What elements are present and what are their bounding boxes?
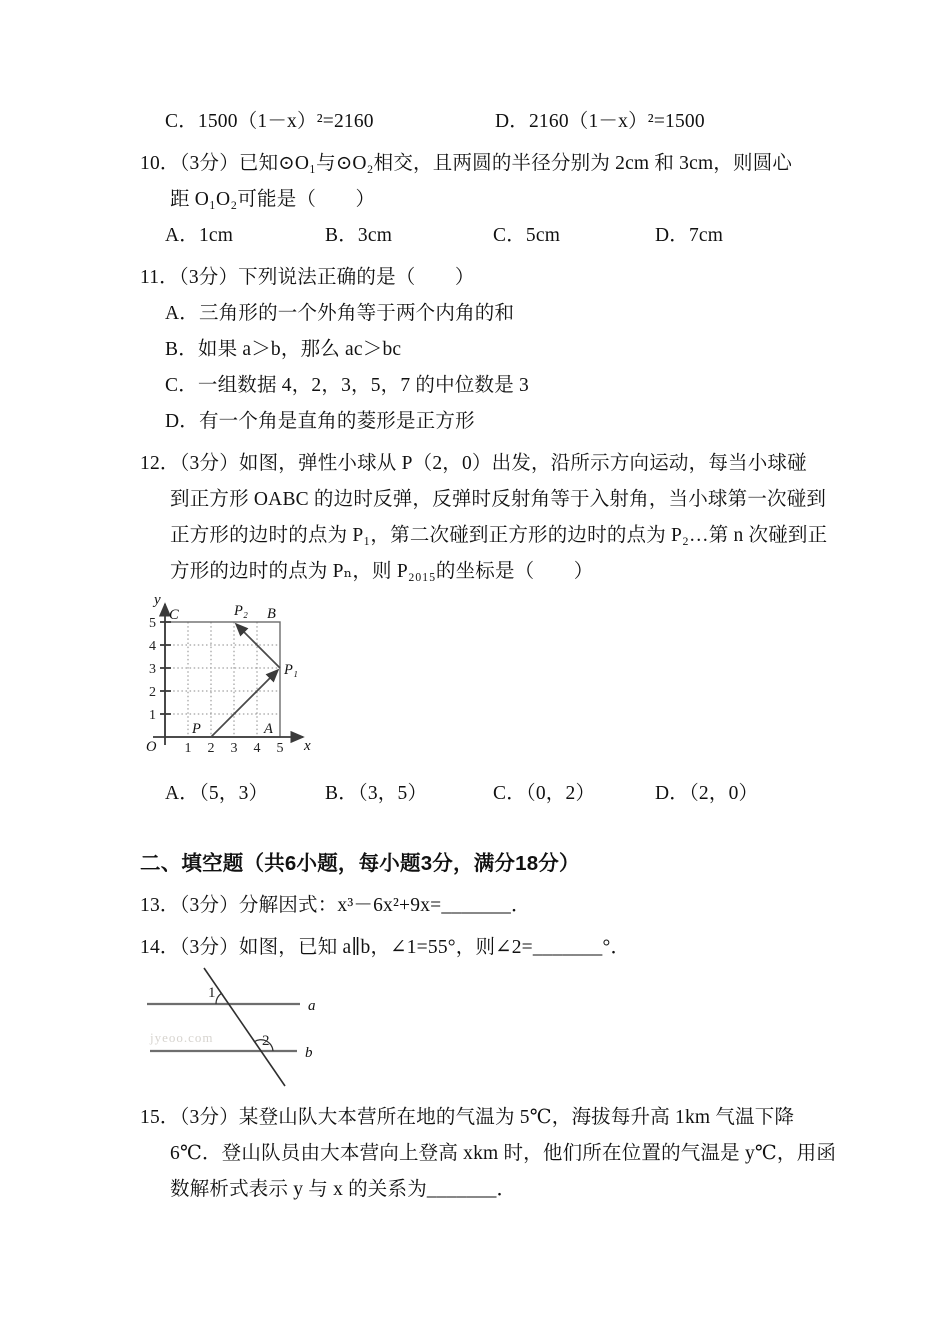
transversal-line [204, 968, 285, 1086]
question-9-options-row [140, 104, 820, 140]
x-tick: 2 [207, 741, 215, 756]
square-OABC [165, 622, 280, 737]
y-tick-labels [149, 616, 156, 723]
option-d: D．有一个角是直角的菱形是正方形 [165, 411, 475, 432]
question-line: 11．（3分）下列说法正确的是（ ） [140, 267, 475, 288]
y-tick: 3 [149, 662, 156, 677]
point-P2-label: P₂ [234, 603, 248, 619]
angle-1-arc [216, 993, 222, 1004]
y-tick: 2 [149, 685, 156, 700]
question-line: 方形的边时的点为 Pₙ，则 P₂₀₁₅的坐标是（ ） [170, 561, 594, 582]
vertex-B-label: B [267, 606, 276, 622]
question-15 [140, 1100, 837, 1208]
question-line: 12．（3分）如图，弹性小球从 P（2，0）出发，沿所示方向运动，每当小球碰 [140, 453, 807, 474]
vertex-C-label: C [169, 607, 179, 623]
line-b-label: b [305, 1045, 313, 1061]
x-tick: 4 [253, 741, 261, 756]
option-b: B．（3，5） [325, 783, 428, 804]
question-line: 15．（3分）某登山队大本营所在地的气温为 5℃，海拔每升高 1km 气温下降 [140, 1107, 795, 1128]
option-a: A．1cm [165, 225, 234, 246]
coordinate-grid-figure [140, 592, 325, 764]
option-a: A．三角形的一个外角等于两个内角的和 [165, 303, 515, 324]
question-10-options-row [140, 218, 820, 254]
angle-2-label: 2 [262, 1033, 270, 1049]
option-a: A．（5，3） [165, 783, 269, 804]
option-d: D．7cm [655, 225, 724, 246]
x-tick: 5 [276, 741, 284, 756]
angle-1-label: 1 [208, 985, 216, 1001]
question-line: 距 O₁O₂可能是（ ） [170, 189, 376, 210]
y-tick: 1 [149, 708, 156, 723]
figure-q14-parallel-lines [142, 966, 820, 1094]
line-a-label: a [308, 998, 316, 1014]
y-axis-label: y [154, 592, 161, 608]
grid-lines [165, 622, 280, 737]
figure-q12-grid [140, 592, 820, 764]
question-10 [140, 146, 820, 254]
point-P-label: P [192, 721, 201, 737]
x-axis-label: x [304, 738, 311, 754]
question-line: 13．（3分）分解因式：x³－6x²+9x=_______． [140, 895, 531, 916]
option-c: C．（0，2） [493, 783, 596, 804]
y-tick: 5 [149, 616, 156, 631]
section-2-header: 二、填空题（共6小题，每小题3分，满分18分） [140, 852, 580, 875]
x-tick: 3 [230, 741, 238, 756]
question-line: 6℃．登山队员由大本营向上登高 xkm 时，他们所在位置的气温是 y℃，用函 [170, 1143, 837, 1164]
option-b: B．如果 a＞b，那么 ac＞bc [165, 339, 402, 360]
parallel-lines-figure [142, 966, 352, 1094]
y-tick: 4 [149, 639, 156, 654]
question-13 [140, 888, 820, 924]
option-c: C．1500（1－x）²=2160 [165, 111, 374, 132]
question-14 [140, 930, 820, 1094]
origin-label: O [146, 739, 157, 755]
x-tick: 1 [184, 741, 192, 756]
x-tick-labels [185, 741, 284, 756]
option-b: B．3cm [325, 225, 393, 246]
question-line: 正方形的边时的点为 P₁，第二次碰到正方形的边时的点为 P₂…第 n 次碰到正 [170, 525, 828, 546]
question-line: 到正方形 OABC 的边时反弹，反弹时反射角等于入射角，当小球第一次碰到 [170, 489, 827, 510]
watermark: jyeoo.com [150, 1030, 214, 1045]
path-P1-to-P2 [236, 624, 280, 668]
question-11 [140, 260, 820, 440]
point-P1-label: P₁ [284, 662, 298, 678]
vertex-A-label: A [264, 721, 273, 737]
question-line: 14．（3分）如图，已知 a∥b，∠1=55°，则∠2=_______°． [140, 937, 631, 958]
question-12 [140, 446, 828, 812]
question-line: 数解析式表示 y 与 x 的关系为_______． [170, 1179, 517, 1200]
option-d: D．2160（1－x）²=1500 [495, 111, 705, 132]
option-c: C．5cm [493, 225, 561, 246]
question-12-options-row [140, 776, 820, 812]
question-line: 10．（3分）已知⊙O₁与⊙O₂相交，且两圆的半径分别为 2cm 和 3cm，则圆心 [140, 153, 793, 174]
option-d: D．（2，0） [655, 783, 759, 804]
option-c: C．一组数据 4，2，3，5，7 的中位数是 3 [165, 375, 529, 396]
